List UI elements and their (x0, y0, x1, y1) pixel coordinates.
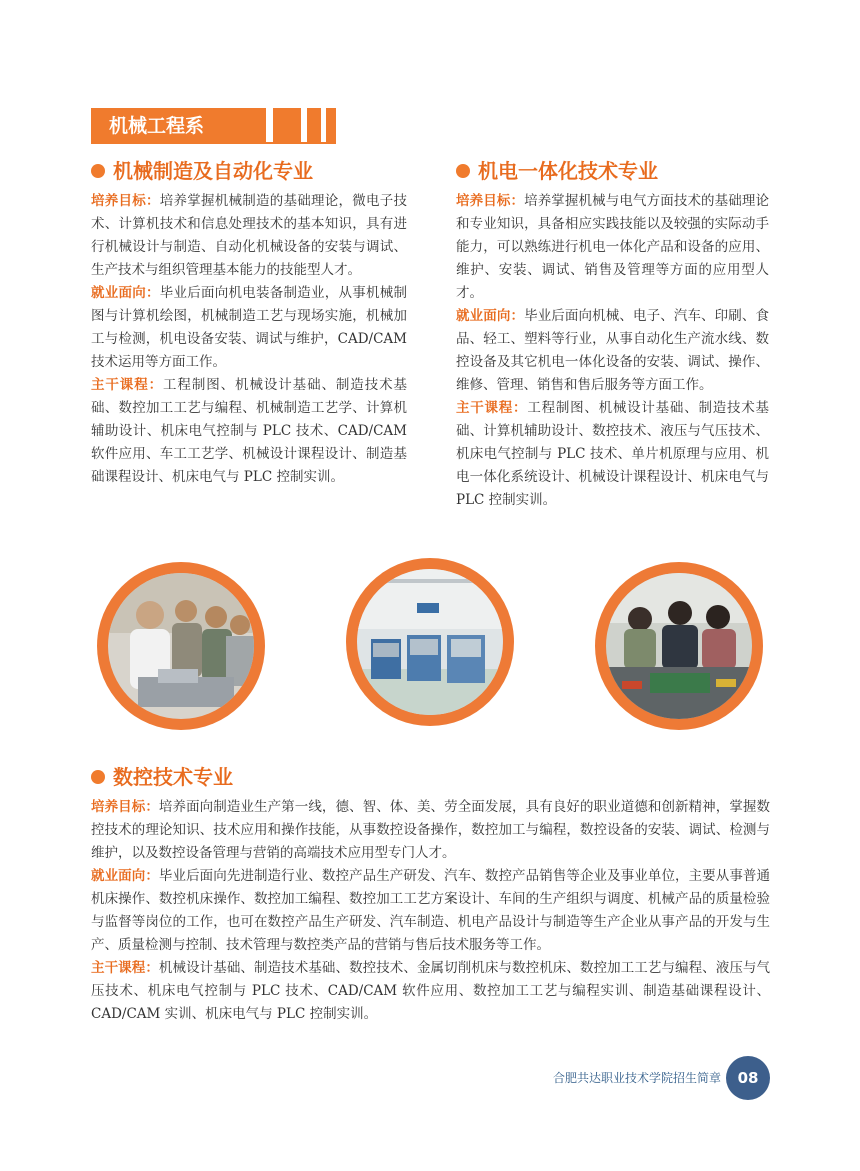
bullet-icon (456, 164, 470, 178)
page-number: 08 (726, 1056, 770, 1100)
header-block (326, 108, 336, 144)
department-title: 机械工程系 (91, 108, 266, 144)
students-photo-illustration (108, 573, 254, 719)
training-goal: 培养目标：培养面向制造业生产第一线，德、智、体、美、劳全面发展，具有良好的职业道德和创新精神，掌握数控技术的理论知识、技术应用和操作技能，从事数控设备操作，数控加工与编程，数控设备的安装、调试、检测与维护，以及数控设备管理与营销的高端技术应用型专门人才。 (91, 799, 771, 861)
lab-photo-illustration (606, 573, 752, 719)
footer-school-name: 合肥共达职业技术学院招生简章 (553, 1071, 722, 1085)
major-title: 机电一体化技术专业 (478, 159, 658, 183)
photo-electronics-lab (595, 562, 763, 730)
training-goal: 培养目标：培养掌握机械制造的基础理论，微电子技术、计算机技术和信息处理技术的基本知识，具有进行机械设计与制造、自动化机械设备的安装与调试、生产技术与组织管理基本能力的技能型人才。 (91, 193, 407, 278)
header-block (273, 108, 301, 144)
major-mechatronics (456, 158, 769, 512)
department-header (91, 108, 336, 144)
employment-direction: 就业面向：毕业后面向机械、电子、汽车、印刷、食品、轻工、塑料等行业，从事自动化生产流水线、数控设备及其它机电一体化设备的安装、调试、操作、维修、管理、销售和售后服务等方面工作。 (456, 308, 770, 393)
major-mechanical-manufacturing (91, 158, 407, 489)
workshop-photo-illustration (357, 569, 503, 715)
main-courses: 主干课程：机械设计基础、制造技术基础、数控技术、金属切削机床与数控机床、数控加工工艺与编程、液压与气压技术、机床电气控制与 PLC 技术、CAD/CAM 软件应用、数控加工工艺与编程实训、制造基础课程设计、CAD/CAM 实训、机床电气与 PLC 控制实训。 (91, 960, 771, 1022)
major-title: 机械制造及自动化专业 (113, 159, 313, 183)
employment-direction: 就业面向：毕业后面向先进制造行业、数控产品生产研发、汽车、数控产品销售等企业及事业单位，主要从事普通机床操作、数控机床操作、数控加工编程、数控加工工艺方案设计、车间的生产组织与调度、机械产品的质量检验与监督等岗位的工作，也可在数控产品生产研发、汽车制造、机电产品设计与制造等生产企业从事产品的开发与生产、质量检测与控制、技术管理与数控类产品的营销与售后技术服务等工作。 (91, 868, 771, 953)
header-block (307, 108, 321, 144)
employment-direction: 就业面向：毕业后面向机电装备制造业，从事机械制图与计算机绘图，机械制造工艺与现场实施，机械加工与检测，机电设备安装、调试与维护，CAD/CAM 技术运用等方面工作。 (91, 285, 407, 370)
main-courses: 主干课程：工程制图、机械设计基础、制造技术基础、计算机辅助设计、数控技术、液压与气压技术、机床电气控制与 PLC 技术、单片机原理与应用、机电一体化系统设计、机械设计课程设计、机床电气与 PLC 控制实训。 (456, 400, 770, 508)
major-cnc-technology (91, 764, 770, 1026)
bullet-icon (91, 164, 105, 178)
bullet-icon (91, 770, 105, 784)
training-goal: 培养目标：培养掌握机械与电气方面技术的基础理论和专业知识，具备相应实践技能以及较强的实际动手能力，可以熟练进行机电一体化产品和设备的应用、维护、安装、调试、销售及管理等方面的应用型人才。 (456, 193, 770, 301)
major-title: 数控技术专业 (113, 765, 233, 789)
photo-students-with-teacher (97, 562, 265, 730)
main-courses: 主干课程：工程制图、机械设计基础、制造技术基础、数控加工工艺与编程、机械制造工艺学、计算机辅助设计、机床电气控制与 PLC 技术、CAD/CAM 软件应用、车工工艺学、机械设计课程设计、制造基础课程设计、机床电气与 PLC 控制实训。 (91, 377, 408, 485)
photo-cnc-workshop (346, 558, 514, 726)
